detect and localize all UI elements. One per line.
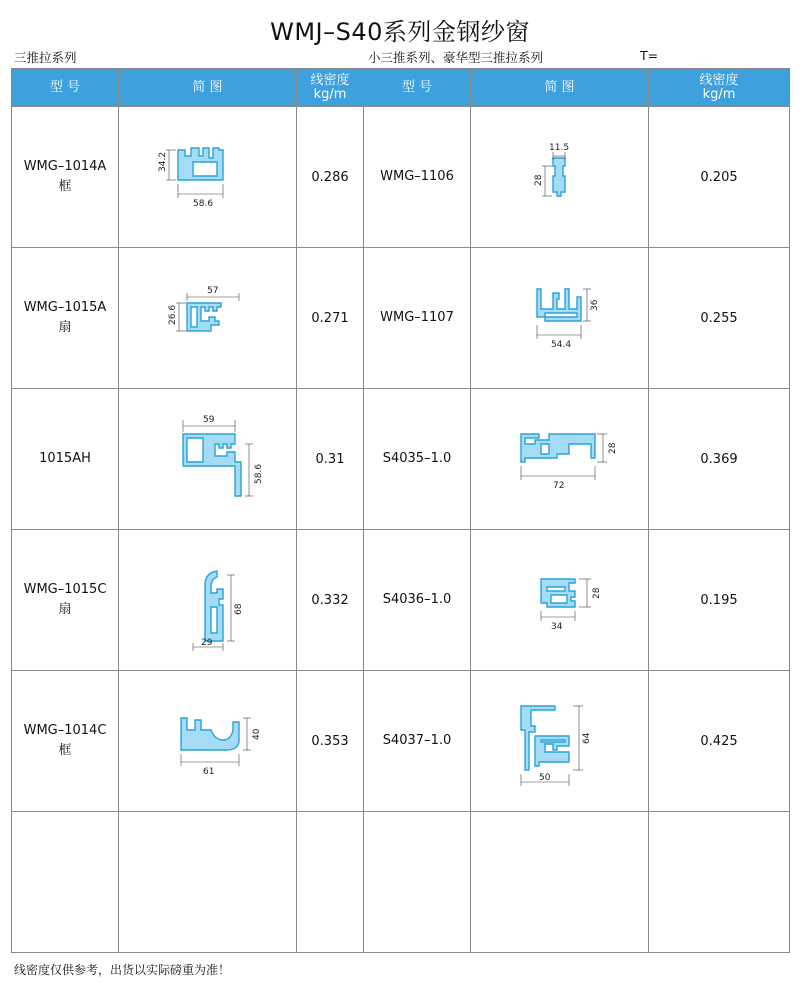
dim-label: 57 bbox=[206, 286, 218, 296]
profile-drawing-s4035 bbox=[495, 414, 625, 504]
model-type: 扇 bbox=[58, 320, 72, 335]
dim-label: 26.6 bbox=[167, 304, 178, 325]
dim-label: 28 bbox=[607, 442, 618, 454]
thickness-label: T= bbox=[640, 48, 659, 63]
profile-sketch bbox=[119, 671, 297, 812]
model-cell bbox=[12, 671, 119, 812]
empty-cell bbox=[12, 812, 119, 953]
empty-cell bbox=[297, 812, 364, 953]
dim-label: 58.6 bbox=[192, 199, 213, 209]
profile-drawing-1014c bbox=[143, 696, 273, 786]
header-model-left: 型 号 bbox=[12, 69, 119, 107]
model-code: WMG–1014A bbox=[23, 159, 107, 174]
profile-sketch bbox=[119, 530, 297, 671]
dim-label: 34 bbox=[550, 622, 562, 632]
dim-label: 50 bbox=[538, 773, 550, 783]
dim-label: 29 bbox=[200, 638, 212, 648]
model-cell bbox=[364, 107, 471, 248]
model-code: WMG–1106 bbox=[380, 169, 454, 184]
dim-label: 34.2 bbox=[157, 151, 168, 172]
model-cell bbox=[364, 530, 471, 671]
series-label-left: 三推拉系列 bbox=[14, 50, 77, 65]
profile-drawing-1015c bbox=[143, 545, 273, 655]
table-row bbox=[12, 107, 790, 248]
header-density-left bbox=[297, 69, 364, 107]
profile-drawing-1106 bbox=[495, 132, 625, 222]
profile-drawing-1015a bbox=[143, 273, 273, 363]
profile-table bbox=[11, 68, 790, 953]
profile-drawing-1107 bbox=[495, 273, 625, 363]
dim-label: 72 bbox=[552, 481, 564, 491]
model-cell bbox=[12, 530, 119, 671]
density-value: 0.271 bbox=[297, 248, 364, 389]
model-code: WMG–1014C bbox=[23, 723, 107, 738]
dim-label: 58.6 bbox=[253, 463, 264, 484]
model-code: WMG–1015A bbox=[23, 300, 107, 315]
model-type: 扇 bbox=[58, 602, 72, 617]
table-row bbox=[12, 248, 790, 389]
header-sketch-left: 简 图 bbox=[119, 69, 297, 107]
dim-label: 40 bbox=[251, 728, 262, 740]
density-value: 0.195 bbox=[649, 530, 790, 671]
header-density-unit: kg/m bbox=[702, 86, 736, 102]
dim-label: 28 bbox=[591, 587, 602, 599]
empty-cell bbox=[119, 812, 297, 953]
profile-drawing-1014a bbox=[143, 132, 273, 222]
dim-label: 68 bbox=[233, 603, 244, 615]
dim-label: 59 bbox=[202, 415, 214, 425]
profile-sketch bbox=[471, 248, 649, 389]
model-type: 框 bbox=[58, 743, 72, 758]
model-cell bbox=[364, 389, 471, 530]
table-header-row bbox=[12, 69, 790, 107]
profile-sketch bbox=[471, 389, 649, 530]
profile-drawing-s4036 bbox=[495, 555, 625, 645]
density-value: 0.425 bbox=[649, 671, 790, 812]
density-value: 0.332 bbox=[297, 530, 364, 671]
density-value: 0.31 bbox=[297, 389, 364, 530]
dim-label: 64 bbox=[581, 732, 592, 744]
profile-sketch bbox=[119, 248, 297, 389]
profile-drawing-s4037 bbox=[495, 686, 625, 796]
header-model-right: 型 号 bbox=[364, 69, 471, 107]
table-row-empty bbox=[12, 812, 790, 953]
header-density-label: 线密度 bbox=[310, 72, 350, 88]
dim-label: 11.5 bbox=[548, 143, 569, 153]
model-code: WMG–1107 bbox=[380, 310, 454, 325]
page-title: WMJ–S40系列金钢纱窗 bbox=[270, 18, 530, 46]
profile-sketch bbox=[471, 107, 649, 248]
empty-cell bbox=[649, 812, 790, 953]
dim-label: 28 bbox=[533, 174, 544, 186]
model-cell bbox=[12, 107, 119, 248]
model-code: 1015AH bbox=[39, 451, 91, 466]
profile-drawing-1015ah bbox=[143, 404, 273, 514]
header-density-label: 线密度 bbox=[699, 72, 739, 88]
model-cell bbox=[12, 389, 119, 530]
profile-sketch bbox=[471, 671, 649, 812]
dim-label: 36 bbox=[589, 299, 600, 311]
density-value: 0.286 bbox=[297, 107, 364, 248]
density-value: 0.369 bbox=[649, 389, 790, 530]
model-type: 框 bbox=[58, 179, 72, 194]
table-row bbox=[12, 671, 790, 812]
dim-label: 61 bbox=[202, 767, 214, 777]
model-cell bbox=[364, 671, 471, 812]
table-row bbox=[12, 530, 790, 671]
model-code: S4035–1.0 bbox=[382, 451, 452, 466]
header-sketch-right: 简 图 bbox=[471, 69, 649, 107]
density-value: 0.255 bbox=[649, 248, 790, 389]
profile-sketch bbox=[119, 107, 297, 248]
model-cell bbox=[364, 248, 471, 389]
density-value: 0.205 bbox=[649, 107, 790, 248]
model-code: WMG–1015C bbox=[23, 582, 107, 597]
header-density-right bbox=[649, 69, 790, 107]
header-density-unit: kg/m bbox=[313, 86, 347, 102]
series-label-right: 小三推系列、豪华型三推拉系列 bbox=[368, 50, 544, 65]
profile-sketch bbox=[471, 530, 649, 671]
empty-cell bbox=[471, 812, 649, 953]
profile-sketch bbox=[119, 389, 297, 530]
dim-label: 54.4 bbox=[550, 340, 571, 350]
density-value: 0.353 bbox=[297, 671, 364, 812]
empty-cell bbox=[364, 812, 471, 953]
table-row bbox=[12, 389, 790, 530]
model-code: S4037–1.0 bbox=[382, 733, 452, 748]
model-code: S4036–1.0 bbox=[382, 592, 452, 607]
footnote: 线密度仅供参考，出货以实际磅重为准！ bbox=[14, 963, 231, 977]
model-cell bbox=[12, 248, 119, 389]
